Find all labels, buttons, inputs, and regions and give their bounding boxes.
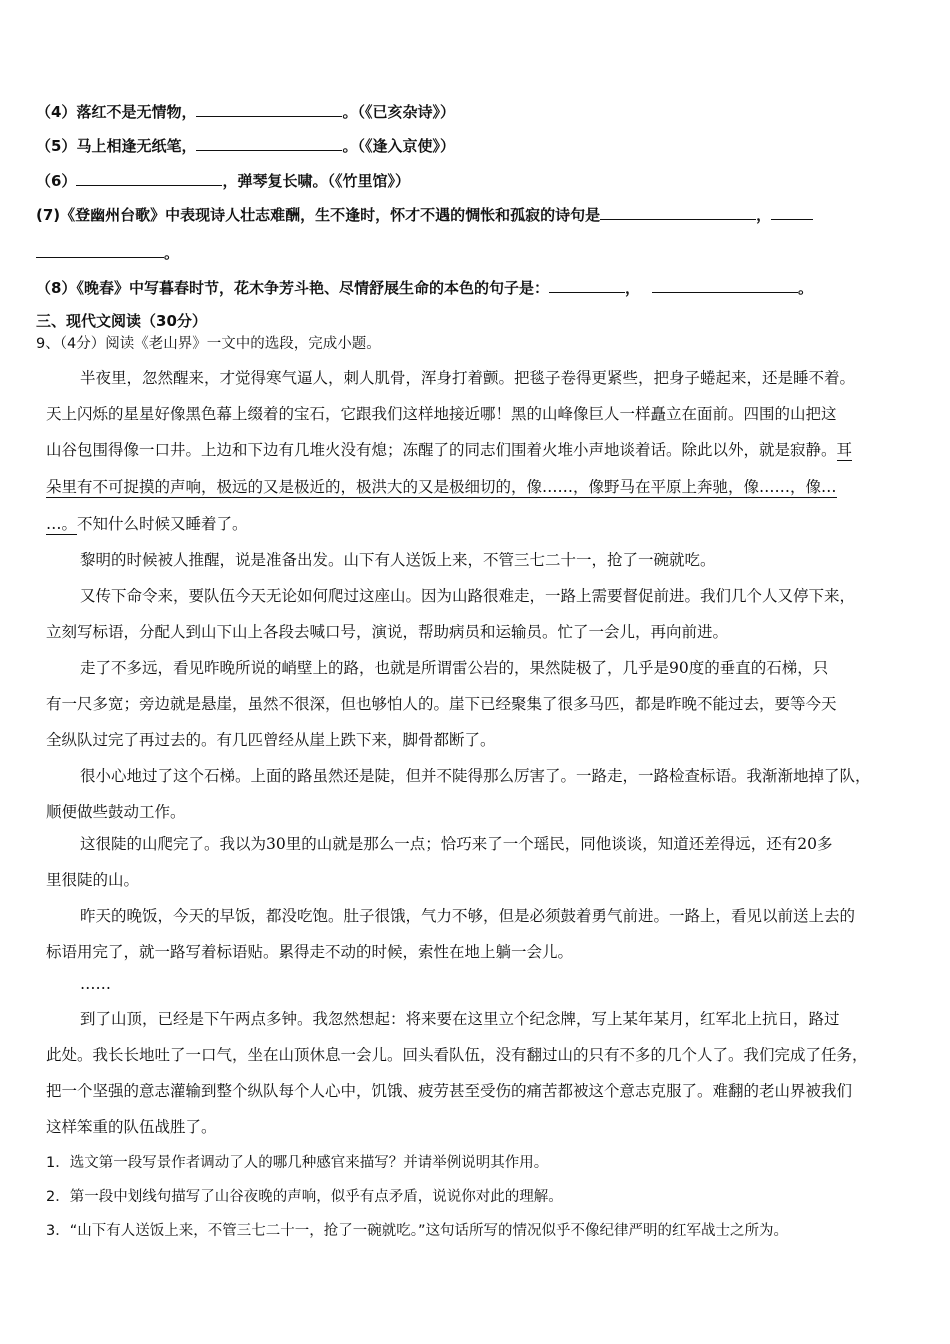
separator: ， <box>624 279 640 297</box>
answer-blank[interactable] <box>600 205 756 220</box>
question-source: 。（《已亥杂诗》） <box>342 103 455 121</box>
sub-question-3: 3．“山下有人送饭上来，不管三七二十一，抢了一碗就吃。”这句话所写的情况似乎不像纪律严明的红军战士之所为。 <box>46 1223 788 1239</box>
question-end: 。 <box>797 279 813 297</box>
question-end: 。 <box>164 244 180 262</box>
passage-line: 又传下命令来，要队伍今天无论如何爬过这座山。因为山路很难走，一路上需要督促前进。我们几个人又停下来， <box>80 587 856 605</box>
question-number: (7) <box>36 206 61 224</box>
passage-line: …。不知什么时候又睡着了。 <box>46 515 248 533</box>
sub-question-1: 1．选文第一段写景作者调动了人的哪几种感官来描写？并请举例说明其作用。 <box>46 1155 549 1171</box>
passage-line: 到了山顶，已经是下午两点多钟。我忽然想起：将来要在这里立个纪念牌，写上某年某月，红军北上抗日，路过 <box>80 1010 840 1028</box>
passage-line: 里很陡的山。 <box>46 871 140 889</box>
question-source: 。（《逢入京使》） <box>342 137 455 155</box>
question-text: 马上相逢无纸笔， <box>76 137 197 155</box>
question-number: （4） <box>36 103 77 121</box>
passage-line: 把一个坚强的意志灌输到整个纵队每个人心中，饥饿、疲劳甚至受伤的痛苦都被这个意志克服了。难翻的老山界被我们 <box>46 1082 853 1100</box>
passage-line: 全纵队过完了再过去的。有几匹曾经从崖上跌下来，脚骨都断了。 <box>46 731 496 749</box>
passage-line <box>46 477 837 497</box>
sub-question-2: 2．第一段中划线句描写了山谷夜晚的声响，似乎有点矛盾，说说你对此的理解。 <box>46 1189 563 1205</box>
fill-in-question-5 <box>36 136 455 156</box>
fill-in-question-4 <box>36 102 455 122</box>
passage-line: 昨天的晚饭，今天的早饭，都没吃饱。肚子很饿，气力不够，但是必须鼓着勇气前进。一路上，看见以前送上去的 <box>80 907 856 925</box>
answer-blank[interactable] <box>549 278 625 293</box>
section-heading: 三、现代文阅读（30分） <box>36 312 207 330</box>
passage-line: 很小心地过了这个石梯。上面的路虽然还是陡，但并不陡得那么厉害了。一路走，一路检查标语。我渐渐地掉了队， <box>80 767 871 785</box>
fill-in-question-7 <box>36 205 813 225</box>
passage-line: 立刻写标语，分配人到山下山上各段去喊口号，演说，帮助病员和运输员。忙了一会儿，再向前进。 <box>46 623 729 641</box>
underlined-sentence: 耳 <box>836 441 853 459</box>
question-9-intro: 9、（4分）阅读《老山界》一文中的选段，完成小题。 <box>36 336 381 352</box>
passage-line: 这很陡的山爬完了。我以为30里的山就是那么一点；恰巧来了一个瑶民，同他谈谈，知道还差得远，还有20多 <box>80 835 833 853</box>
question-number: （6） <box>36 172 77 190</box>
answer-blank[interactable] <box>76 171 222 186</box>
answer-blank[interactable] <box>196 136 342 151</box>
passage-line: 有一尺多宽；旁边就是悬崖，虽然不很深，但也够怕人的。崖下已经聚集了很多马匹，都是昨晚不能过去，要等今天 <box>46 695 837 713</box>
answer-blank[interactable] <box>36 243 164 258</box>
passage-line: 黎明的时候被人推醒，说是准备出发。山下有人送饭上来，不管三七二十一，抢了一碗就吃。 <box>80 551 716 569</box>
underlined-sentence: 朵里有不可捉摸的声响，极远的又是极近的，极洪大的又是极细切的，像……，像野马在平原上奔驰，像……，像… <box>46 478 837 496</box>
answer-blank[interactable] <box>771 205 813 220</box>
question-text: 《晚春》中写暮春时节，花木争芳斗艳、尽情舒展生命的本色的句子是： <box>76 279 549 297</box>
question-source: ，弹琴复长啸。（《竹里馆》） <box>222 172 410 190</box>
passage-line: 山谷包围得像一口井。上边和下边有几堆火没有熄；冻醒了的同志们围着火堆小声地谈着话。除此以外，就是寂静。耳 <box>46 441 853 459</box>
fill-in-question-6 <box>36 171 410 191</box>
passage-line: 顺便做些鼓动工作。 <box>46 803 186 821</box>
passage-line: 这样笨重的队伍战胜了。 <box>46 1118 217 1136</box>
underlined-sentence: …。 <box>46 515 78 533</box>
fill-in-question-7-continued <box>36 243 179 263</box>
passage-ellipsis: …… <box>80 975 111 993</box>
question-number: （5） <box>36 137 77 155</box>
passage-line: 此处。我长长地吐了一口气，坐在山顶休息一会儿。回头看队伍，没有翻过山的只有不多的几个人了。我们完成了任务， <box>46 1046 868 1064</box>
separator: ， <box>756 206 772 224</box>
answer-blank[interactable] <box>196 102 342 117</box>
passage-line: 天上闪烁的星星好像黑色幕上缀着的宝石，它跟我们这样地接近哪！黑的山峰像巨人一样矗立在面前。四围的山把这 <box>46 405 837 423</box>
passage-line: 半夜里，忽然醒来，才觉得寒气逼人，刺人肌骨，浑身打着颤。把毯子卷得更紧些，把身子蜷起来，还是睡不着。 <box>80 369 856 387</box>
passage-line: 走了不多远，看见昨晚所说的峭壁上的路，也就是所谓雷公岩的，果然陡极了，几乎是90度的垂直的石梯，只 <box>80 659 829 677</box>
fill-in-question-8 <box>36 278 813 298</box>
question-number: （8） <box>36 279 77 297</box>
answer-blank[interactable] <box>652 278 798 293</box>
question-text: 落红不是无情物， <box>76 103 197 121</box>
question-text: 《登幽州台歌》中表现诗人壮志难酬，生不逢时，怀才不遇的惆怅和孤寂的诗句是 <box>60 206 601 224</box>
passage-line: 标语用完了，就一路写着标语贴。累得走不动的时候，索性在地上躺一会儿。 <box>46 943 574 961</box>
